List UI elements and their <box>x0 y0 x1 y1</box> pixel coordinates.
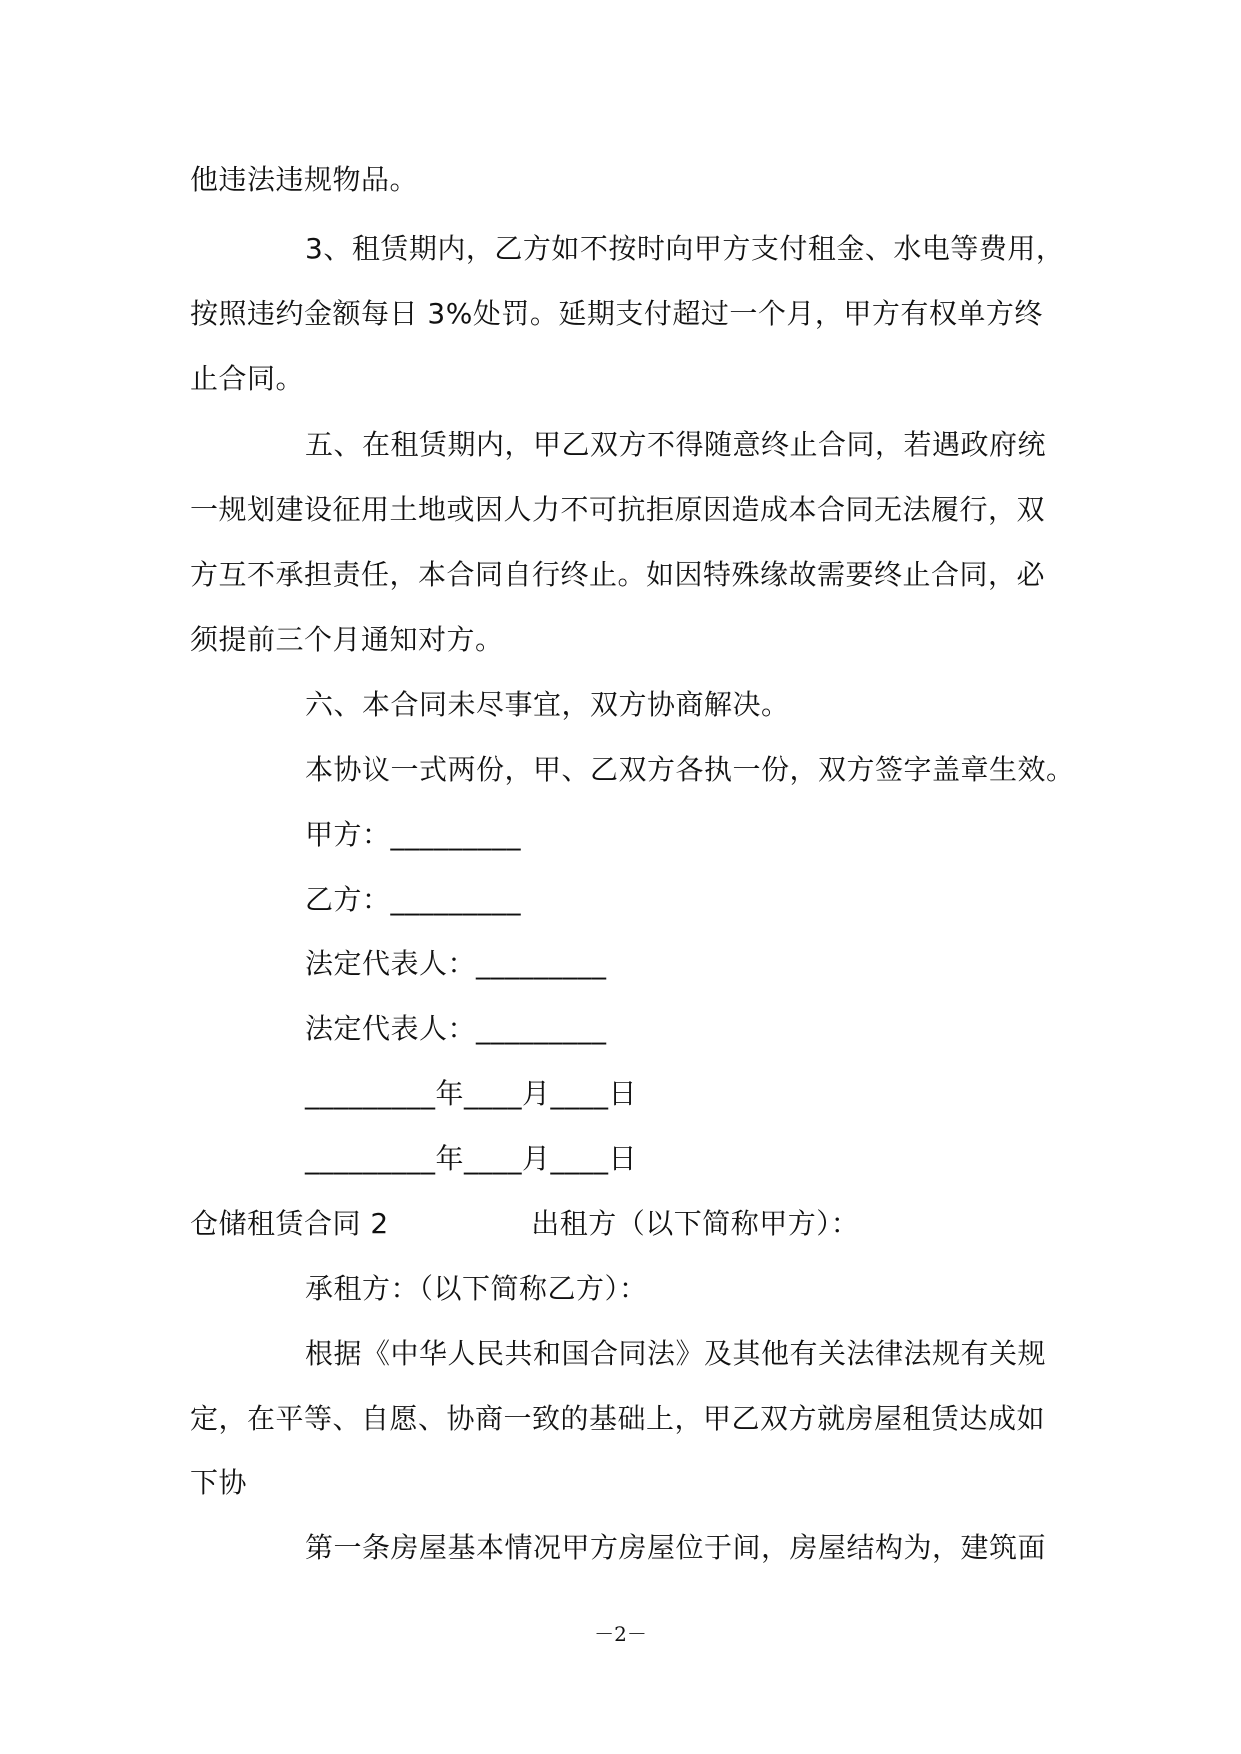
page-number: －2－ <box>594 1622 647 1646</box>
text-line: 按照违约金额每日 3%处罚。延期支付超过一个月，甲方有权单方终 <box>190 297 1043 330</box>
party-b-signature-line: 乙方：_________ <box>305 883 522 916</box>
text-line: 须提前三个月通知对方。 <box>190 623 504 656</box>
date-line: _________年____月____日 <box>305 1142 638 1175</box>
date-line: _________年____月____日 <box>305 1077 638 1110</box>
text-line: 一规划建设征用土地或因人力不可抗拒原因造成本合同无法履行，双 <box>190 493 1046 526</box>
section-heading-line: 仓储租赁合同 2 出租方（以下简称甲方）： <box>190 1207 860 1240</box>
text-line: 止合同。 <box>190 362 305 395</box>
text-line: 承租方：（以下简称乙方）： <box>305 1272 648 1305</box>
text-line: 第一条房屋基本情况甲方房屋位于间，房屋结构为，建筑面 <box>305 1531 1047 1564</box>
text-line: 他违法违规物品。 <box>190 163 419 196</box>
legal-rep-signature-line: 法定代表人：_________ <box>305 947 607 980</box>
text-line: 五、在租赁期内，甲乙双方不得随意终止合同，若遇政府统 <box>305 428 1047 461</box>
text-line: 定，在平等、自愿、协商一致的基础上，甲乙双方就房屋租赁达成如 <box>190 1402 1046 1435</box>
text-line: 本协议一式两份，甲、乙双方各执一份，双方签字盖章生效。 <box>305 753 1075 786</box>
party-a-signature-line: 甲方：_________ <box>305 818 522 851</box>
text-line: 3、租赁期内，乙方如不按时向甲方支付租金、水电等费用， <box>305 232 1065 265</box>
text-line: 六、本合同未尽事宜，双方协商解决。 <box>305 688 790 721</box>
text-line: 方互不承担责任，本合同自行终止。如因特殊缘故需要终止合同，必 <box>190 558 1046 591</box>
text-line: 根据《中华人民共和国合同法》及其他有关法律法规有关规 <box>305 1337 1047 1370</box>
text-line: 下协 <box>190 1466 248 1499</box>
legal-rep-signature-line: 法定代表人：_________ <box>305 1012 607 1045</box>
